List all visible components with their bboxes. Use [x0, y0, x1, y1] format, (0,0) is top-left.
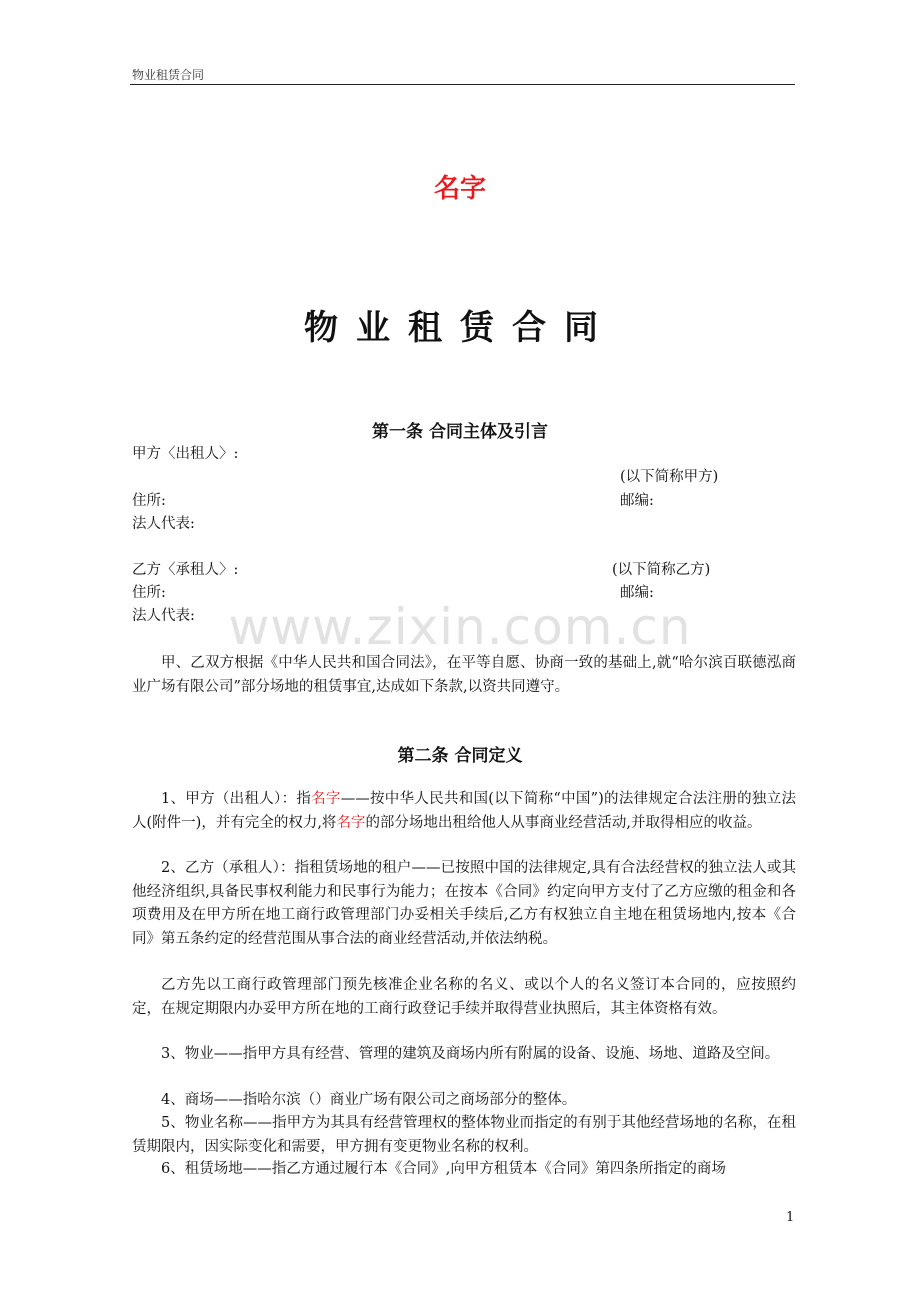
- party-b-postcode-label: 邮编:: [620, 585, 654, 601]
- party-a-address-label: 住所:: [132, 493, 166, 509]
- definition-1: [132, 788, 796, 835]
- definition-5: 5、物业名称——指甲方为其具有经营管理权的整体物业而指定的有别于其他经营场地的名称，在租赁期限内，因实际变化和需要，甲方拥有变更物业名称的权利。: [132, 1115, 796, 1155]
- definition-3: 3、物业——指甲方具有经营、管理的建筑及商场内所有附属的设备、设施、场地、道路及空间。: [161, 1046, 780, 1062]
- party-a-label: 甲方〈出租人〉:: [132, 446, 239, 462]
- brand-name-inline: 名字: [336, 814, 366, 831]
- document-title: 物业租赁合同: [304, 308, 616, 348]
- definition-2-note: 乙方先以工商行政管理部门预先核准企业名称的名义、或以个人的名义签订本合同的，应按照约定，在规定期限内办妥甲方所在地的工商行政登记手续并取得营业执照后，其主体资格有效。: [132, 977, 796, 1017]
- intro-paragraph: 甲、乙双方根据《中华人民共和国合同法》，在平等自愿、协商一致的基础上,就“哈尔滨百联德泓商业广场有限公司”部分场地的租赁事宜,达成如下条款,以资共同遵守。: [132, 655, 796, 695]
- definition-4: 4、商场——指哈尔滨（）商业广场有限公司之商场部分的整体。: [161, 1092, 577, 1108]
- header-divider: [130, 84, 795, 85]
- definition-1-text-c: 的部分场地出租给他人从事商业经营活动,并取得相应的收益。: [365, 814, 762, 831]
- definition-6: 6、租赁场地——指乙方通过履行本《合同》,向甲方租赁本《合同》第四条所指定的商场: [161, 1161, 726, 1177]
- party-b-legal-rep-label: 法人代表:: [132, 608, 195, 624]
- party-b-address-label: 住所:: [132, 585, 166, 601]
- brand-name-inline: 名字: [311, 791, 341, 807]
- party-a-legal-rep-label: 法人代表:: [132, 516, 195, 532]
- definition-1-text-a: 1、甲方（出租人）：指: [161, 791, 312, 807]
- page-number: 1: [786, 1210, 795, 1225]
- definition-2: 2、乙方（承租人）：指租赁场地的租户——已按照中国的法律规定,具有合法经营权的独立法人或其他经济组织,具备民事权利能力和民事行为能力；在按本《合同》约定向甲方支付了乙方应缴的租金和各项费用及在甲方所在地工商行政管理部门办妥相关手续后,乙方有权独立自主地在租赁场地内,按本《合同》第五条约定的经营范围从事合法的商业经营活动,并依法纳税。: [132, 860, 796, 947]
- party-a-postcode-label: 邮编:: [620, 493, 654, 509]
- watermark: www.zixin.com.cn: [228, 598, 692, 656]
- brand-name: 名字: [433, 174, 486, 204]
- definition-1-text-b: ——按中华人民共和国(以下简称“中国”)的法律规定合法注册的独立法人(附件一)，并有完全的权力,将: [132, 791, 796, 831]
- section-2-heading: 第二条 合同定义: [397, 746, 523, 766]
- section-1-heading: 第一条 合同主体及引言: [372, 422, 548, 442]
- party-a-short-name: (以下简称甲方): [620, 469, 719, 485]
- party-b-short-name: (以下简称乙方): [612, 562, 711, 578]
- party-b-label: 乙方〈承租人〉:: [132, 562, 239, 578]
- running-header: 物业租赁合同: [132, 68, 205, 82]
